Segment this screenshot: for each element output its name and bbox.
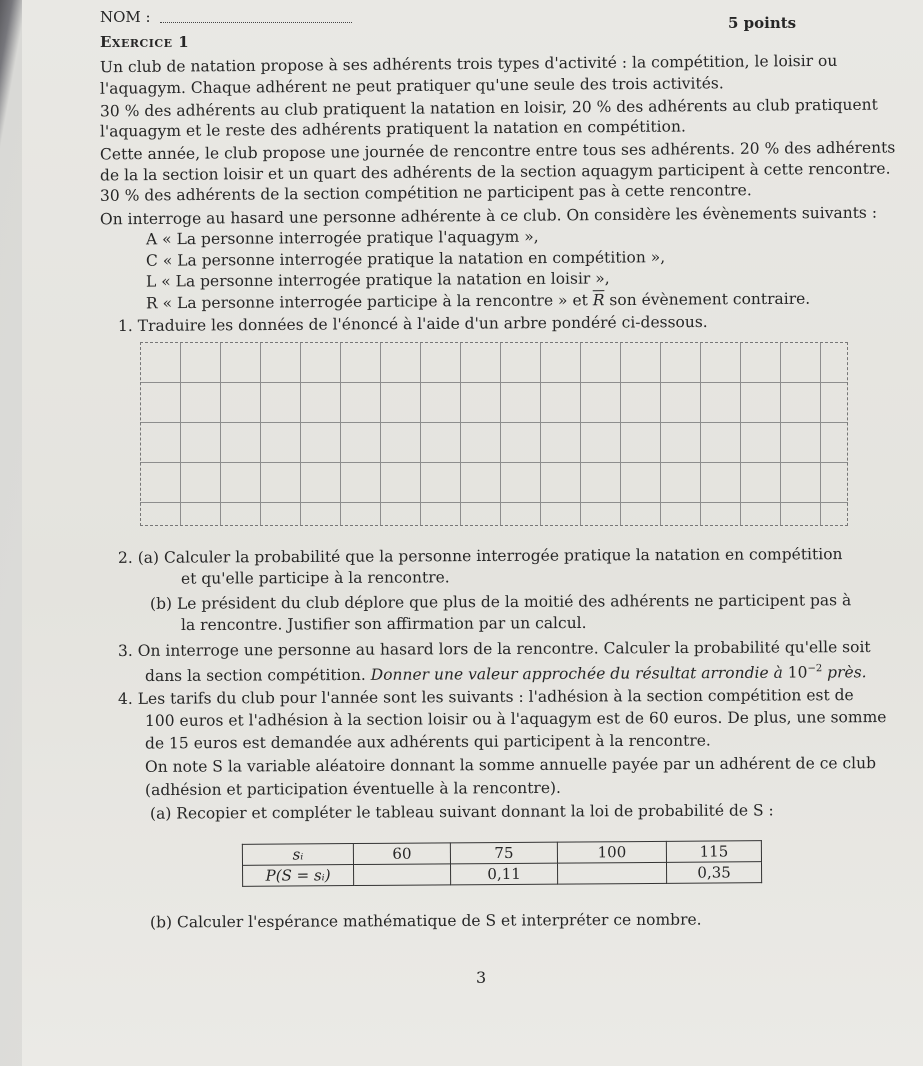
intro-line: l'aquagym et le reste des adhérents pratiquent la natation en compétition. [99,117,686,141]
table-cell: 100 [557,841,666,863]
question-3: 3. On interroge une personne au hasard lors de la rencontre. Calculer la probabilité qu'elle soit [117,638,871,660]
intro-line: 30 % des adhérents au club pratiquent la natation en loisir, 20 % des adhérents au club pratiquent [99,95,878,121]
tree-answer-grid[interactable] [140,342,848,526]
question-3-italic: Donner une valeur approchée du résultat arrondie à [370,663,783,684]
question-4: 4. Les tarifs du club pour l'année sont les suivants : l'adhésion à la section compétition est de [117,686,854,708]
question-2b: (b) Le président du club déplore que plus de la moitié des adhérents ne participent pas à [149,591,852,613]
table-cell: 60 [353,843,450,865]
question-1: 1. Traduire les données de l'énoncé à l'aide d'un arbre pondéré ci-dessous. [117,312,708,336]
question-4-cont: 100 euros et l'adhésion à la section loisir ou à l'aquagym est de 60 euros. De plus, une somme [144,708,887,730]
table-cell: 115 [666,841,761,863]
question-4-cont: (adhésion et participation éventuelle à la rencontre). [144,778,562,800]
table-cell: 0,11 [451,863,558,885]
question-3-power: $10^{-2}$ [787,663,823,682]
intro-line: de la la section loisir et un quart des adhérents de la section aquagym participent à cette rencontre. [99,159,891,185]
event-a: A « La personne interrogée pratique l'aquagym », [145,227,539,249]
question-3-text: dans la section compétition. [144,665,366,686]
intro-line: Un club de natation propose à ses adhérents trois types d'activité : la compétition, le loisir ou [99,51,838,77]
question-2a-cont: et qu'elle participe à la rencontre. [180,568,450,588]
intro-line: 30 % des adhérents de la section compétition ne participent pas à cette rencontre. [99,181,752,205]
table-row [243,862,762,887]
name-blank-line [160,22,352,23]
event-l: L « La personne interrogée pratique la natation en loisir », [145,269,610,291]
exercise-title: Exercice 1 [100,33,190,51]
table-cell: 0,35 [666,862,761,884]
event-r-complement: $\overline{R}$ [592,291,605,310]
table-cell-empty[interactable] [557,862,666,884]
table-cell-empty[interactable] [354,864,451,886]
table-header-prob: P(S = sᵢ) [243,865,354,887]
question-2a: 2. (a) Calculer la probabilité que la personne interrogée pratique la natation en compétition [117,545,843,567]
name-label: NOM : [100,8,151,26]
intro-line: l'aquagym. Chaque adhérent ne peut pratiquer qu'une seule des trois activités. [99,74,724,98]
question-4b: (b) Calculer l'espérance mathématique de S et interpréter ce nombre. [149,910,702,932]
page-number: 3 [476,968,487,987]
table-cell: 75 [450,842,557,864]
question-3-cont [145,659,867,686]
probability-table [242,840,762,887]
table-header-si: sᵢ [242,844,353,866]
event-r-text: R « La personne interrogée participe à la rencontre » et [145,291,588,313]
question-2b-cont: la rencontre. Justifier son affirmation par un calcul. [180,613,587,635]
points-label: 5 points [728,14,797,32]
question-4-cont: de 15 euros est demandée aux adhérents qui participent à la rencontre. [144,731,711,753]
event-c: C « La personne interrogée pratique la natation en compétition », [145,248,666,270]
question-4a: (a) Recopier et compléter le tableau suivant donnant la loi de probabilité de S : [149,801,774,823]
intro-line: Cette année, le club propose une journée de rencontre entre tous ses adhérents. 20 % des adhérents [99,138,896,164]
intro-line: On interroge au hasard une personne adhérente à ce club. On considère les évènements suivants : [99,203,878,229]
question-3-end: près. [827,663,867,682]
event-r-complement-text: son évènement contraire. [609,289,811,310]
question-4-cont: On note S la variable aléatoire donnant la somme annuelle payée par un adhérent de ce club [144,754,877,776]
